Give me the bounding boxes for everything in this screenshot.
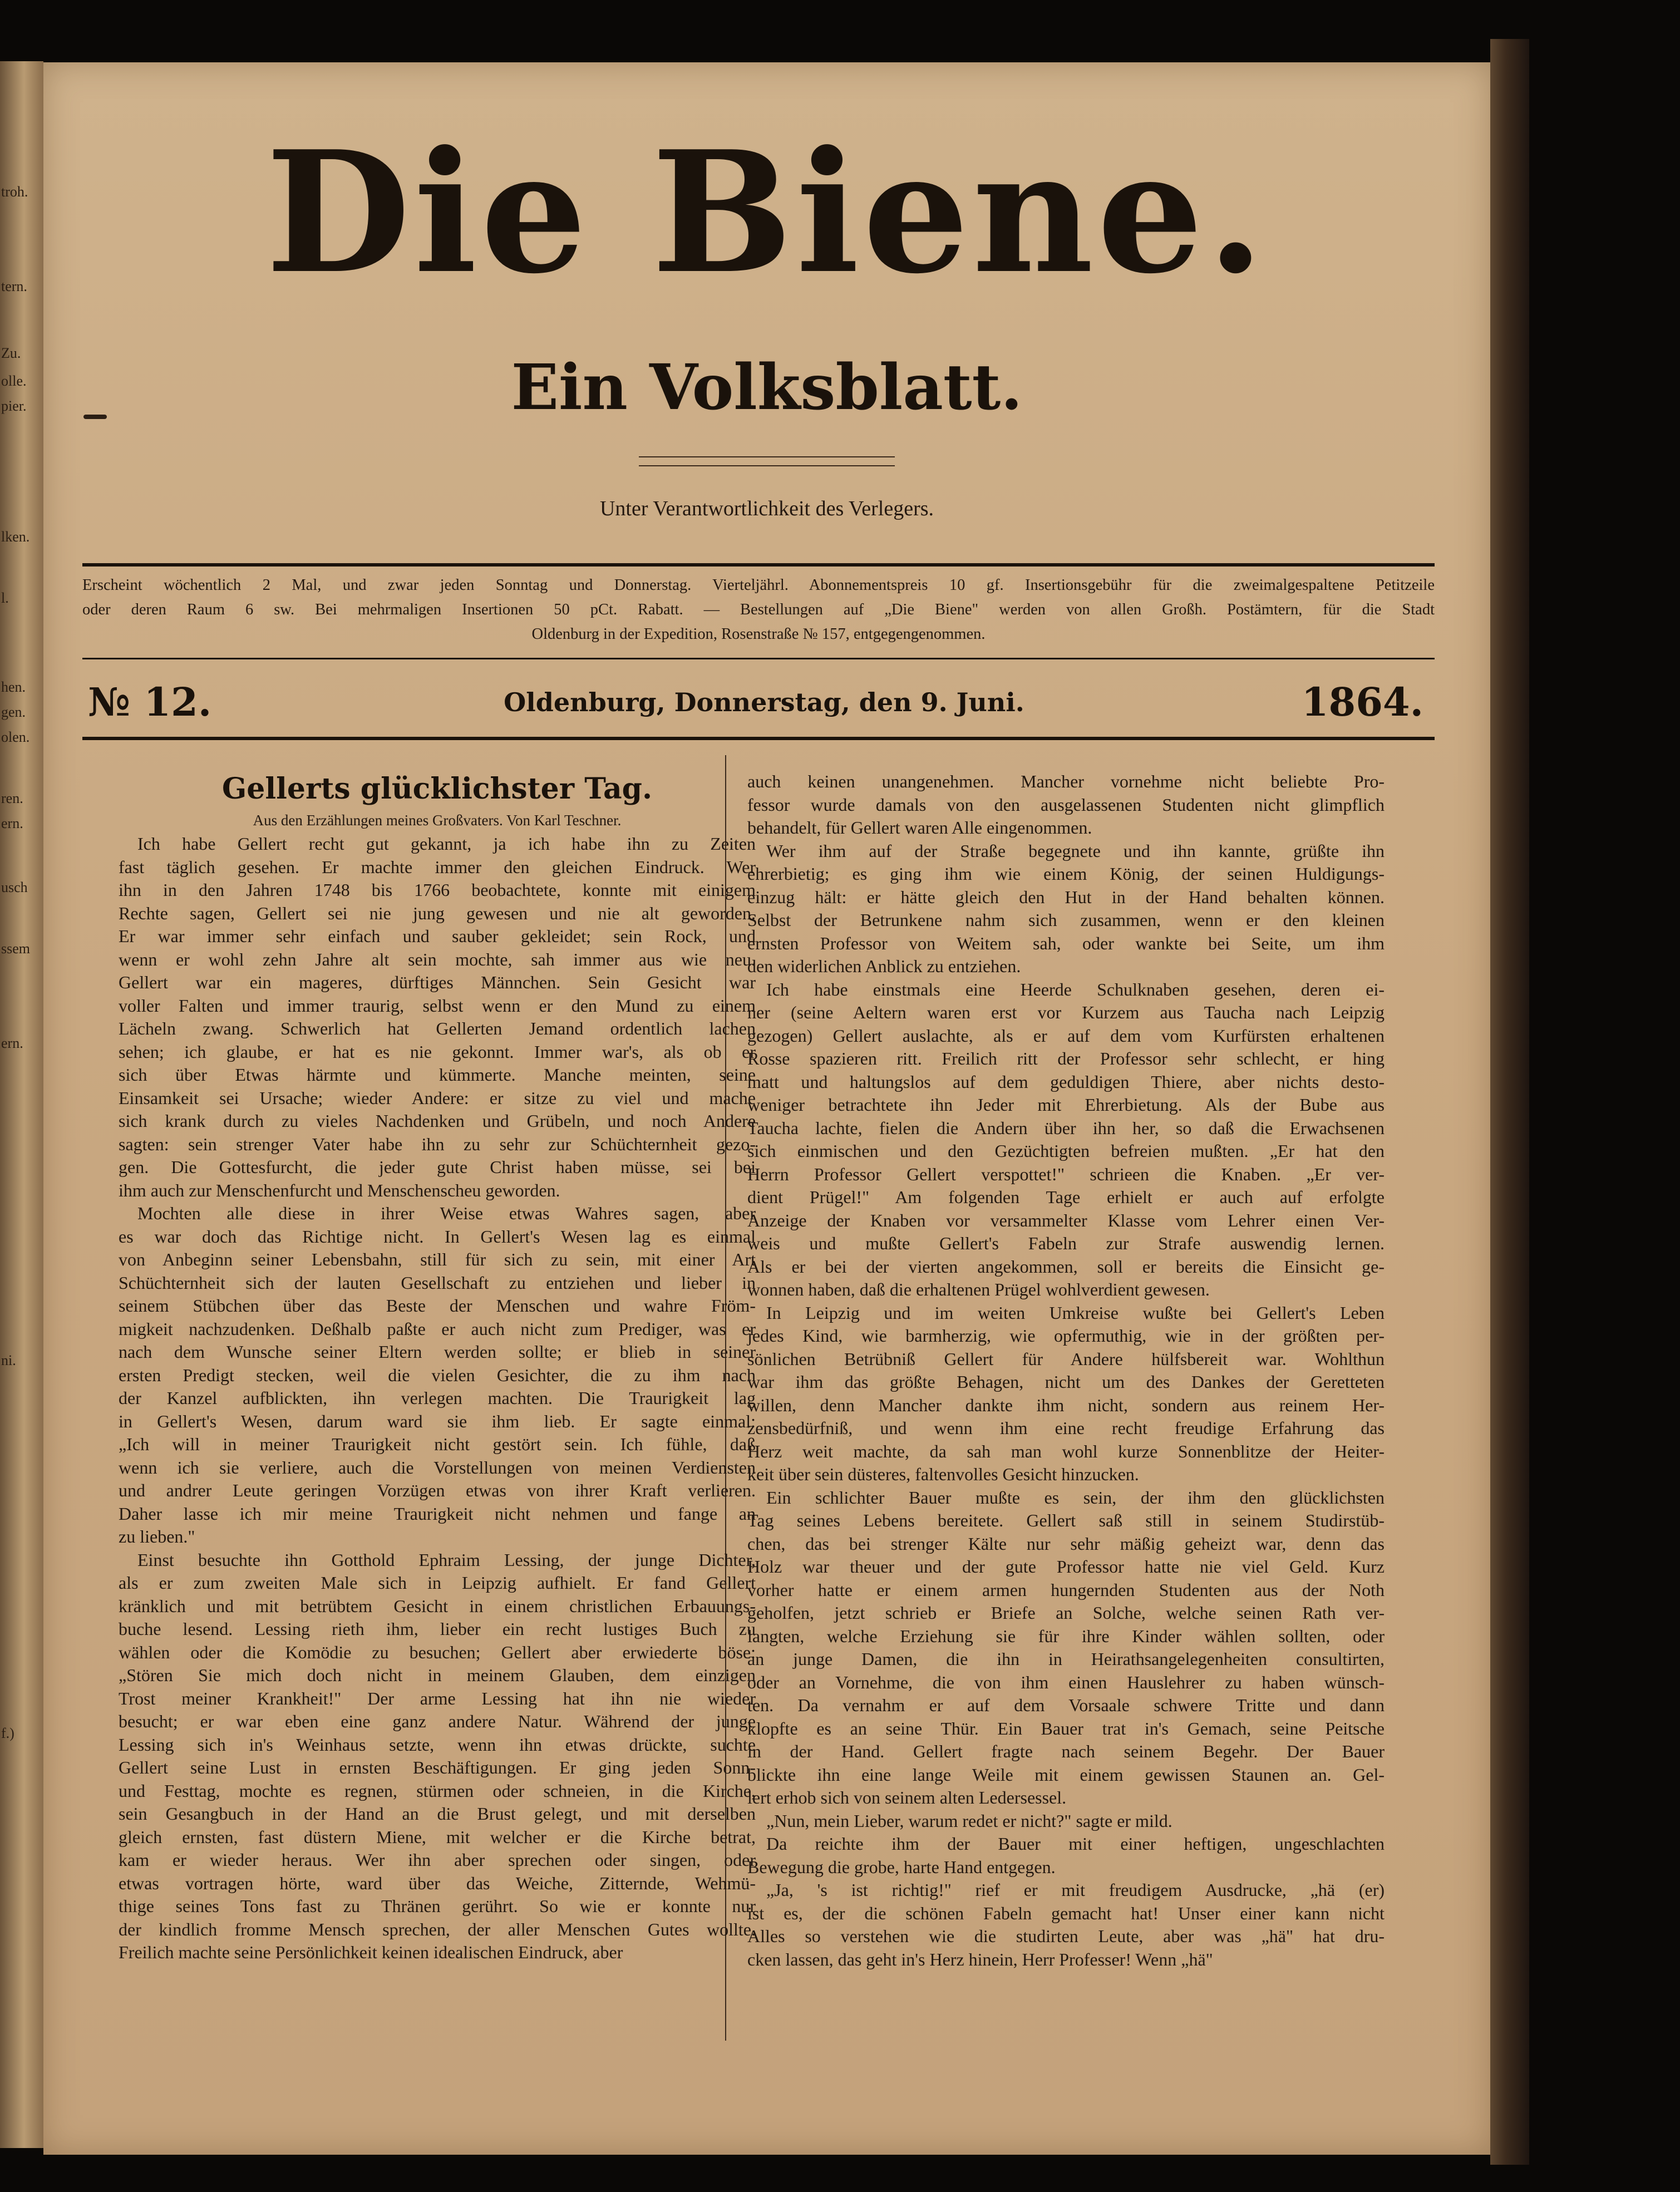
article-line: „Stören Sie mich doch nicht in meinem Glauben, dem einzigen	[119, 1665, 756, 1685]
article-line: sich krank durch zu vieles Nachdenken und Grübeln, und noch Andere	[119, 1111, 756, 1131]
article-line: besucht; er war eben eine ganz andere Natur. Während der junge	[119, 1711, 756, 1731]
article-line: seinem Stübchen über das Beste der Menschen und wahre Fröm-	[119, 1296, 756, 1316]
adjacent-page-fragment: hen.	[1, 679, 26, 695]
adjacent-page-fragment: tern.	[1, 278, 27, 294]
article-line: Freilich machte seine Persönlichkeit keinen idealischen Eindruck, aber	[119, 1942, 623, 1962]
article-line: Einst besuchte ihn Gotthold Ephraim Lessing, der junge Dichter,	[137, 1549, 756, 1570]
article-line: sönlichen Betrübniß Gellert für Andere hülfsbereit war. Wohlthun	[747, 1348, 1385, 1369]
article-line: der kindlich fromme Mensch sprechen, der aller Menschen Gutes wollte.	[119, 1919, 756, 1939]
article-line: chen, das bei strenger Kälte nur sehr mäßig geheizt war, denn das	[747, 1533, 1385, 1554]
bookmark-mark	[83, 415, 107, 419]
article-line: voller Falten und immer traurig, selbst wenn er den Mund zu einem	[119, 995, 756, 1016]
notice-line: Oldenburg in der Expedition, Rosenstraße № 157, entgegengenommen.	[531, 625, 986, 643]
article-line: Einsamkeit sei Ursache; wieder Andere: er sitze zu viel und mache	[119, 1087, 756, 1108]
subscription-notice	[82, 573, 1435, 647]
article-line: „Ich will in meiner Traurigkeit nicht gestört sein. Ich fühle, daß	[119, 1434, 756, 1454]
article-line: dient Prügel!" Am folgenden Tage erhielt er auch auf erfolgte	[747, 1187, 1385, 1207]
adjacent-page-fragment: pier.	[1, 398, 27, 414]
article-line: ehrerbietig; es ging ihm wie einem König, der seinen Huldigungs-	[747, 864, 1385, 884]
article-line: jedes Kind, wie barmherzig, wie opfermuthig, wie in der größten per-	[747, 1326, 1385, 1346]
article-line: Rosse spazieren ritt. Freilich ritt der Professor sehr schlecht, er hing	[747, 1048, 1385, 1068]
adjacent-page-fragment: ren.	[1, 790, 23, 806]
publisher-responsibility: Unter Verantwortlichkeit des Verlegers.	[599, 497, 934, 520]
article-line: oder an Vornehme, die von ihm einen Hauslehrer zu haben wünsch-	[747, 1672, 1385, 1692]
article-line: zensbedürfniß, und wenn ihm eine recht freudige Erfahrung das	[747, 1418, 1385, 1438]
article-line: und andrer Leute geringen Vorzügen etwas von ihrer Kraft verlieren.	[119, 1480, 756, 1500]
article-line: migkeit nachzudenken. Deßhalb paßte er auch nicht zum Prediger, was er	[119, 1318, 756, 1339]
article-line: langten, welche Erziehung sie für ihre Kinder wählen sollten, oder	[747, 1625, 1385, 1646]
article-line: vorher hatte er einem armen hungernden Studenten aus der Noth	[747, 1579, 1385, 1600]
article-line: In Leipzig und im weiten Umkreise wußte bei Gellert's Leben	[766, 1302, 1385, 1323]
article-line: Er war immer sehr einfach und sauber gekleidet; sein Rock, und	[119, 926, 756, 946]
article-line: ner (seine Aeltern waren erst vor Kurzem aus Taucha nach Leipzig	[747, 1002, 1385, 1022]
article-line: gezogen) Gellert auslachte, als er auf dem vom Kurfürsten erhaltenen	[747, 1025, 1385, 1046]
adjacent-page-fragment: l.	[1, 590, 9, 606]
article-line: wenn er wohl zehn Jahre alt sein mochte, sah immer aus wie neu.	[119, 949, 756, 969]
article-line: Lächeln zwang. Schwerlich hat Gellerten Jemand ordentlich lachen	[119, 1018, 756, 1038]
article-line: und Festtag, mochte es regnen, stürmen oder schneien, in die Kirche,	[119, 1780, 756, 1801]
article-line: klopfte es an seine Thür. Ein Bauer trat in's Gemach, seine Peitsche	[747, 1718, 1385, 1738]
article-line: Anzeige der Knaben vor versammelter Klasse vom Lehrer einen Ver-	[747, 1210, 1385, 1230]
issue-number: № 12.	[88, 679, 212, 725]
article-line: nach dem Wunsche seiner Eltern werden sollte; er blieb in seiner	[119, 1342, 756, 1362]
article-line: thige seines Tons fast zu Thränen gerührt. So wie er konnte nur	[119, 1896, 756, 1916]
article-line: „Ja, 's ist richtig!" rief er mit freudigem Ausdrucke, „hä (er)	[766, 1880, 1385, 1900]
article-line: cken lassen, das geht in's Herz hinein, Herr Professer! Wenn „hä"	[747, 1949, 1213, 1969]
article-line: lert erhob sich von seinem alten Ledersessel.	[747, 1787, 1067, 1807]
article-line: sein Gesangbuch in der Hand an die Brust gelegt, und mit derselben	[119, 1804, 756, 1824]
adjacent-page-fragment: Zu.	[1, 345, 21, 361]
adjacent-page-fragment: f.)	[1, 1725, 14, 1741]
notice-line: Erscheint wöchentlich 2 Mal, und zwar jeden Sonntag und Donnerstag. Vierteljährl. Abonnementspreis 10 gf. Insertionsgebühr für die zweimalgespaltene Petitzeile	[82, 577, 1435, 594]
adjacent-page-fragment: usch	[1, 879, 28, 895]
article-line: Bewegung die grobe, harte Hand entgegen.	[747, 1856, 1056, 1877]
article-line: sagten: sein strenger Vater habe ihn zu sehr zur Schüchternheit gezo-	[119, 1134, 756, 1154]
article-line: ihn in den Jahren 1748 bis 1766 beobachtete, konnte mit einigem	[119, 880, 756, 900]
article-line: willen, denn Mancher dankte ihm nicht, sondern aus reinem Her-	[747, 1395, 1385, 1415]
newspaper-page	[43, 62, 1490, 2155]
notice-line: oder deren Raum 6 sw. Bei mehrmaligen Insertionen 50 pCt. Rabatt. — Bestellungen auf „Die Biene" werden von allen Großh. Postämtern, für die Stadt	[82, 601, 1435, 618]
article-line: Mochten alle diese in ihrer Weise etwas Wahres sagen, aber	[137, 1203, 756, 1223]
article-line: gleich ernsten, fast düstern Miene, mit welcher er die Kirche betrat,	[119, 1826, 756, 1847]
article-line: in Gellert's Wesen, darum ward sie ihm lieb. Er sagte einmal:	[119, 1411, 756, 1431]
article-line: Als er bei der vierten angekommen, soll er bereits die Einsicht ge-	[747, 1256, 1385, 1277]
adjacent-page-fragment: olen.	[1, 729, 30, 745]
article-line: als er zum zweiten Male sich in Leipzig aufhielt. Er fand Gellert	[119, 1573, 756, 1593]
article-line: kam er wieder heraus. Wer ihn aber sprechen oder singen, oder	[119, 1850, 756, 1870]
article-line: Daher lasse ich mir meine Traurigkeit nicht nehmen und fange an	[119, 1503, 756, 1524]
article-line: Wer ihm auf der Straße begegnete und ihn kannte, grüßte ihn	[766, 840, 1385, 861]
article-line: ist es, der die schönen Fabeln gemacht hat! Unser einer kann nicht	[747, 1903, 1385, 1923]
adjacent-page-fragment: troh.	[1, 184, 28, 200]
article-line: geholfen, jetzt schrieb er Briefe an Solche, welche seinen Rath ver-	[747, 1603, 1385, 1623]
article-line: weniger betrachtete ihn Jeder mit Ehrerbietung. Als der Bube aus	[747, 1095, 1385, 1115]
article-title: Gellerts glücklichster Tag.	[221, 772, 653, 806]
article-line: „Nun, mein Lieber, warum redet er nicht?" sagte er mild.	[766, 1810, 1172, 1831]
article-line: zu lieben."	[119, 1526, 195, 1546]
article-line: ten. Da vernahm er auf dem Vorsaale schwere Tritte und dann	[747, 1695, 1385, 1715]
article-line: etwas vortragen hörte, ward über das Weiche, Zitternde, Wehmü-	[119, 1873, 756, 1893]
article-line: sehen; ich glaube, er hat es nie gekonnt. Immer war's, als ob er	[119, 1041, 756, 1062]
article-line: Da reichte ihm der Bauer mit einer heftigen, ungeschlachten	[766, 1834, 1385, 1854]
issue-line	[82, 674, 1435, 730]
article-line: Herz weit machte, da sah man wohl kurze Sonnenblitze der Heiter-	[747, 1441, 1385, 1461]
article-line: von Anbeginn seiner Lebensbahn, still für sich zu sein, mit einer Art	[119, 1249, 756, 1269]
article-line: Tag seines Lebens bereitete. Gellert saß still in seinem Studirstüb-	[747, 1510, 1385, 1530]
article-line: ernsten Professor von Weitem sah, oder wankte bei Seite, um ihm	[747, 933, 1385, 953]
article-line: einzug hält: er hätte gleich den Hut in der Hand behalten können.	[747, 886, 1385, 907]
article-line: Ein schlichter Bauer mußte es sein, der ihm den glücklichsten	[766, 1487, 1385, 1508]
article-column-left	[119, 770, 756, 1964]
adjacent-page-fragment: lken.	[1, 529, 30, 545]
rule-notice-bottom	[82, 658, 1435, 659]
article-line: war ihm das größte Behagen, nicht um des Dankes der Geretteten	[747, 1372, 1385, 1392]
article-line: weis und mußte Gellert's Fabeln zur Strafe auswendig lernen.	[747, 1233, 1385, 1253]
article-line: blickte ihn eine lange Weile mit einem gewissen Staunen an. Gel-	[747, 1764, 1385, 1785]
article-line: Gellert war ein mageres, dürftiges Männchen. Sein Gesicht war	[119, 972, 756, 992]
article-line: ihm auch zur Menschenfurcht und Menschenscheu geworden.	[119, 1180, 560, 1200]
article-line: Taucha lachte, fielen die Andern über ihn her, so daß die Erwachsenen	[747, 1117, 1385, 1138]
article-line: Trost meiner Krankheit!" Der arme Lessing hat ihn nie wieder	[119, 1688, 756, 1708]
article-line: sich einmischen und den Gezüchtigten befreien mußten. „Er hat den	[747, 1141, 1385, 1161]
article-line: Holz war theuer und der gute Professor hatte nie viel Geld. Kurz	[747, 1556, 1385, 1577]
article-line: Alles so verstehen wie die studirten Leute, aber was „hä" hat dru-	[747, 1926, 1385, 1946]
article-line: auch keinen unangenehmen. Mancher vornehme nicht beliebte Pro-	[747, 771, 1385, 791]
article-line: wählen oder die Komödie zu besuchen; Gellert aber erwiederte böse:	[119, 1642, 756, 1662]
article-line: wonnen haben, daß die erhaltenen Prügel wohlverdient gewesen.	[747, 1279, 1210, 1299]
adjacent-page-edge	[0, 61, 43, 2148]
article-line: sich über Etwas härmte und kümmerte. Manche meinten, seine	[119, 1065, 756, 1085]
adjacent-page-fragment: ern.	[1, 815, 23, 831]
article-line: Herrn Professor Gellert verspottet!" schrieen die Knaben. „Er ver-	[747, 1164, 1385, 1184]
adjacent-page-fragment: gen.	[1, 704, 26, 720]
article-line: matt und haltungslos auf dem geduldigen Thiere, aber nichts desto-	[747, 1071, 1385, 1092]
article-line: fast täglich gesehen. Er machte immer den gleichen Eindruck. Wer	[119, 856, 756, 877]
article-line: buche lesend. Lessing rieth ihm, lieber ein recht lustiges Buch zu	[119, 1619, 756, 1639]
dateline: Oldenburg, Donnerstag, den 9. Juni.	[504, 687, 1024, 717]
article-line: Schüchternheit sich der lauten Gesellschaft zu entziehen und lieber in	[119, 1272, 756, 1293]
article-line: keit über sein düsteres, faltenvolles Gesicht hinzucken.	[747, 1464, 1139, 1484]
article-line: in der Hand. Gellert fragte nach seinem Begehr. Der Bauer	[747, 1741, 1385, 1761]
rule-issue-bottom	[82, 737, 1435, 740]
article-line: es war doch das Richtige nicht. In Gellert's Wesen lag es einmal	[119, 1226, 756, 1247]
article-line: an junge Damen, die ihn in Heirathsangelegenheiten consultirten,	[747, 1649, 1385, 1669]
masthead-title: Die Biene.	[265, 114, 1268, 311]
article-line: Ich habe Gellert recht gut gekannt, ja ich habe ihn zu Zeiten	[137, 834, 756, 854]
adjacent-page-fragment: ern.	[1, 1035, 23, 1051]
article-line: kränklich und mit betrübtem Gesicht in einem christlichen Erbauungs-	[119, 1595, 756, 1616]
rule-top	[82, 563, 1435, 567]
article-line: Lessing sich in's Weinhaus setzte, wenn ihn etwas drückte, suchte	[119, 1734, 756, 1755]
issue-year: 1864.	[1301, 679, 1423, 725]
article-line: Gellert seine Lust in ernsten Beschäftigungen. Er ging jeden Sonn-	[119, 1757, 756, 1777]
article-line: Rechte sagen, Gellert sei nie jung gewesen und nie alt geworden.	[119, 903, 756, 923]
masthead-subtitle: Ein Volksblatt.	[511, 351, 1023, 424]
article-line: den widerlichen Anblick zu entziehen.	[747, 956, 1021, 976]
article-line: wenn ich sie verliere, auch die Vorstellungen von meinen Verdiensten	[119, 1457, 756, 1477]
ornament-divider	[639, 456, 895, 466]
book-binding	[1490, 39, 1529, 2165]
article-line: ersten Predigt stecken, weil die vielen Gesichter, die zu ihm nach	[119, 1365, 756, 1385]
article-line: Ich habe einstmals eine Heerde Schulknaben gesehen, deren ei-	[766, 979, 1385, 999]
article-line: gen. Die Gottesfurcht, die jeder gute Christ haben müsse, sei bei	[119, 1157, 756, 1177]
adjacent-page-fragment: ni.	[1, 1352, 16, 1368]
article-byline: Aus den Erzählungen meines Großvaters. Von Karl Teschner.	[253, 812, 622, 829]
adjacent-page-fragment: olle.	[1, 373, 27, 389]
adjacent-page-fragment: ssem	[1, 940, 30, 957]
article-line: behandelt, für Gellert waren Alle eingenommen.	[747, 817, 1092, 838]
article-line: fessor wurde damals von den ausgelassenen Studenten nicht glimpflich	[747, 794, 1385, 815]
article-line: Selbst der Betrunkene nahm sich zusammen, wenn er den kleinen	[747, 910, 1385, 930]
article-line: der Kanzel aufblickten, ihn verlegen machten. Die Traurigkeit lag	[119, 1388, 756, 1408]
article-column-right	[747, 770, 1385, 1971]
